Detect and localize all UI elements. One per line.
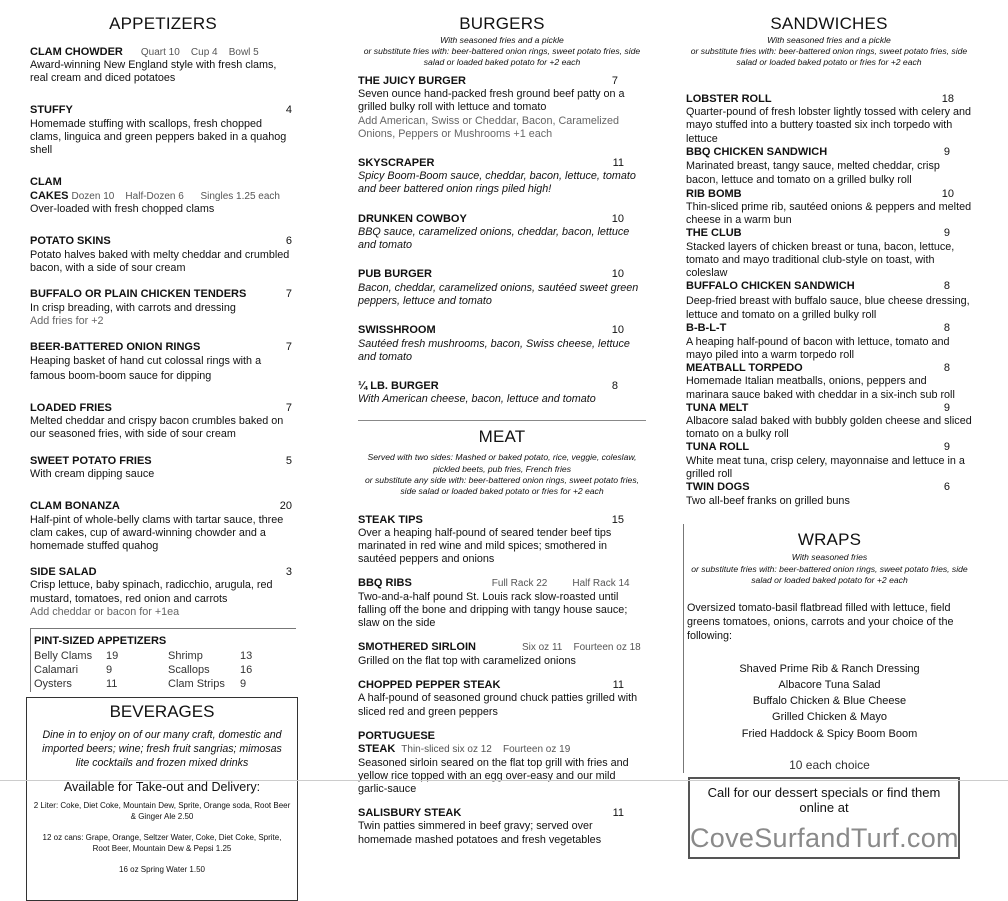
wraps-subtitle-2: or substitute fries with: beer-battered onion rings, sweet potato fries, side salad or loaded baked potato for +2 each — [691, 563, 968, 586]
item-name: CHOPPED PEPPER STEAK — [358, 678, 501, 691]
item-desc: Half-pint of whole-belly clams with tartar sauce, three clam cakes, cup of award-winning chowder and a homemade stuffed quahog — [30, 513, 284, 552]
item-price: 8 — [611, 379, 618, 392]
item-price: 6 — [943, 481, 950, 494]
item-name: POTATO SKINS — [30, 235, 111, 248]
middle-column — [358, 0, 646, 858]
sandwich-item — [686, 481, 972, 508]
item-price: 9 — [943, 401, 950, 414]
item-price: 10 — [611, 212, 624, 225]
sandwiches-subtitle: With seasoned fries and a pickle — [767, 34, 891, 45]
item-desc: Deep-fried breast with buffalo sauce, blue cheese dressing, lettuce and tomato on a grilled bulky roll — [686, 294, 970, 321]
item-desc: Heaping basket of hand cut colossal rings with a famous boom-boom sauce for dipping — [30, 355, 262, 382]
item-desc: Melted cheddar and crispy bacon crumbles baked on our seasoned fries, with side of sour cream — [30, 415, 284, 441]
item-price: 7 — [285, 288, 292, 301]
sandwich-item — [686, 146, 972, 188]
pint-price: 16 — [240, 664, 253, 677]
item-name: SKYSCRAPER — [358, 156, 435, 169]
item-price: 20 — [279, 500, 292, 513]
wraps-price: 10 each choice — [789, 757, 870, 772]
item-name: ¼ LB. BURGER — [358, 379, 439, 392]
item-desc: A heaping half-pound of bacon with lettuce, tomato and mayo piled into a warm torpedo roll — [686, 335, 950, 361]
item-price: 5 — [285, 454, 292, 467]
appetizer-item — [30, 402, 296, 442]
meat-item — [358, 577, 646, 630]
item-desc: Over-loaded with fresh chopped clams — [30, 203, 215, 216]
sandwich-item — [686, 441, 972, 481]
item-name: CLAM CAKES — [30, 176, 69, 202]
item-desc: Stacked layers of chicken breast or tuna, bacon, lettuce, tomato and mayo traditional club-style on toast, with coleslaw — [686, 240, 955, 280]
meat-item — [358, 514, 646, 567]
beverages-title: BEVERAGES — [109, 701, 215, 721]
pint-row — [168, 650, 296, 664]
item-desc: With American cheese, bacon, lettuce and tomato — [358, 393, 596, 406]
wraps-section — [683, 524, 972, 773]
wraps-options — [687, 661, 972, 742]
pint-sized-title: PINT-SIZED APPETIZERS — [34, 634, 167, 647]
item-desc: Thin-sliced prime rib, sautéed onions & peppers and melted cheese in a warm bun — [686, 201, 972, 227]
wraps-title: WRAPS — [797, 529, 862, 549]
sandwiches-subtitle-2: or substitute fries with: beer-battered onion rings, sweet potato fries, side salad or loaded baked potato or fries for +2 each — [690, 46, 968, 68]
item-desc: Two-and-a-half pound St. Louis rack slow-roasted until falling off the bone and dripping with tangy house sauce; slaw on the side — [358, 590, 628, 630]
item-name: SIDE SALAD — [30, 566, 97, 579]
item-price: 8 — [943, 322, 950, 335]
item-desc: Sautéed fresh mushrooms, bacon, Swiss cheese, lettuce and tomato — [358, 337, 630, 363]
item-name: STEAK TIPS — [358, 513, 423, 526]
item-name: BEER-BATTERED ONION RINGS — [30, 340, 201, 353]
item-desc: Seasoned sirloin seared on the flat top grill with fries and yellow rice topped with an egg over-easy and our mild garlic-sauce — [358, 756, 629, 795]
pint-name: Shrimp — [168, 650, 203, 663]
pint-name: Belly Clams — [34, 650, 93, 663]
burger-item — [358, 380, 646, 407]
item-name: CLAM BONANZA — [30, 500, 120, 513]
beverages-cans: 12 oz cans: Grape, Orange, Seltzer Water, Coke, Diet Coke, Sprite, Root Beer, Mountain Dew & Pepsi 1.25 — [42, 832, 282, 853]
appetizer-item — [30, 455, 296, 482]
item-name: SWEET POTATO FRIES — [30, 454, 152, 467]
item-name: TUNA MELT — [686, 401, 749, 414]
pint-price: 19 — [106, 650, 119, 663]
pint-price: 11 — [106, 678, 118, 691]
item-price: 3 — [285, 566, 292, 579]
beverages-box — [26, 697, 298, 901]
footer-line: Call for our dessert specials or find them online at — [707, 784, 941, 816]
meat-item — [358, 679, 646, 719]
meat-item — [358, 730, 646, 796]
item-desc: Two all-beef franks on grilled buns — [686, 494, 850, 507]
item-price: 10 — [941, 187, 954, 200]
meat-item — [358, 807, 646, 847]
item-name: BBQ RIBS — [358, 577, 412, 590]
item-price: 8 — [943, 361, 950, 374]
sandwich-item — [686, 322, 972, 362]
pint-name: Oysters — [34, 678, 72, 691]
item-name: BBQ CHICKEN SANDWICH — [686, 145, 828, 158]
item-price: 9 — [943, 441, 950, 454]
pint-price: 13 — [240, 650, 253, 663]
item-name: TUNA ROLL — [686, 441, 750, 454]
item-desc: Crisp lettuce, baby spinach, radicchio, arugula, red mustard, tomatoes, red onion and carrots — [30, 579, 273, 605]
item-desc: A half-pound of seasoned ground chuck patties grilled with sliced red and green peppers — [358, 692, 638, 718]
appetizer-item — [30, 235, 296, 275]
burgers-subtitle-2: or substitute fries with: beer-battered onion rings, sweet potato fries, side salad or loaded baked potato for +2 each — [363, 46, 641, 68]
meat-subtitle-2: or substitute any side with: beer-battered onion rings, sweet potato fries, side salad or loaded baked potato or fries for +2 each — [364, 474, 640, 497]
item-price: 15 — [611, 513, 624, 526]
sandwich-item — [686, 280, 972, 322]
item-note: Add cheddar or bacon for +1ea — [30, 605, 180, 618]
pint-row — [34, 650, 162, 664]
item-name: B-B-L-T — [686, 322, 727, 335]
footer-callout — [688, 777, 960, 859]
pint-row — [34, 664, 162, 678]
item-price: 7 — [285, 340, 292, 353]
item-sizes: Dozen 10 Half-Dozen 6 Singles 1.25 each — [71, 190, 280, 202]
item-name: LOBSTER ROLL — [686, 92, 772, 105]
item-price: 7 — [285, 401, 292, 414]
meat-title: MEAT — [478, 427, 526, 447]
appetizer-item — [30, 104, 296, 157]
item-desc: Homemade Italian meatballs, onions, peppers and marinara sauce baked with cheddar in a six-inch sub roll — [686, 375, 955, 401]
appetizer-item — [30, 566, 296, 619]
item-name: TWIN DOGS — [686, 481, 750, 494]
item-desc: Quarter-pound of fresh lobster lightly tossed with celery and mayo stuffed into a buttery toasted six inch torpedo with lettuce — [686, 106, 972, 145]
pint-sized-grid — [34, 650, 296, 692]
pint-right-list — [168, 650, 296, 692]
burger-item — [358, 75, 646, 141]
item-desc: Marinated breast, tangy sauce, melted cheddar, crisp bacon, lettuce and tomato on a grilled bulky roll — [686, 160, 940, 187]
item-price: 9 — [943, 227, 950, 240]
item-sizes: Six oz 11 Fourteen oz 18 — [521, 642, 641, 654]
item-note: Add fries for +2 — [30, 314, 104, 327]
sandwich-item — [686, 93, 972, 146]
burger-item — [358, 157, 646, 197]
item-desc: BBQ sauce, caramelized onions, cheddar, bacon, lettuce and tomato — [358, 226, 630, 252]
pint-price: 9 — [240, 678, 247, 691]
pint-row — [168, 664, 296, 678]
pint-price: 9 — [106, 664, 113, 677]
item-desc: Albacore salad baked with bubbly golden cheese and sliced tomato on a bulky roll — [686, 415, 972, 441]
wrap-option: Fried Haddock & Spicy Boom Boom — [741, 727, 918, 740]
meat-subtitle: Served with two sides: Mashed or baked potato, rice, veggie, coleslaw, pickled beets, pub fries, French fries — [367, 452, 637, 474]
burger-item — [358, 268, 646, 308]
wraps-subtitle: With seasoned fries — [791, 552, 868, 563]
item-desc: With cream dipping sauce — [30, 467, 155, 480]
burgers-subtitle: With seasoned fries and a pickle — [440, 34, 564, 45]
item-price: 10 — [611, 324, 624, 337]
pint-sized-appetizers — [30, 628, 296, 692]
sandwich-item — [686, 188, 972, 228]
burgers-title: BURGERS — [459, 14, 545, 33]
item-name: THE CLUB — [686, 227, 742, 240]
pint-name: Clam Strips — [168, 678, 225, 691]
beverages-water: 16 oz Spring Water 1.50 — [119, 864, 205, 874]
item-sizes: Full Rack 22 Half Rack 14 — [491, 578, 630, 590]
item-name: SWISSHROOM — [358, 324, 436, 337]
sandwiches-title: SANDWICHES — [770, 14, 888, 33]
item-price: 11 — [612, 807, 624, 820]
item-desc: White meat tuna, crisp celery, mayonnaise and lettuce in a grilled roll — [686, 454, 965, 480]
item-desc: Over a heaping half-pound of seared tender beef tips marinated in red wine and mild spices; smothered in sautéed peppers and onions — [358, 526, 612, 566]
item-price: 8 — [943, 280, 950, 293]
item-price: 6 — [285, 235, 292, 248]
left-column — [30, 0, 296, 901]
item-desc: In crisp breading, with carrots and dressing — [30, 301, 236, 314]
item-desc: Award-winning New England style with fresh clams, real cream and diced potatoes — [30, 59, 277, 85]
item-price: 10 — [611, 268, 624, 281]
appetizer-item — [30, 46, 296, 86]
appetizer-item — [30, 341, 296, 383]
wraps-intro: Oversized tomato-basil flatbread filled with lettuce, field greens tomatoes, onions, carrots and your choice of the following: — [687, 601, 954, 642]
burger-item — [358, 324, 646, 364]
item-price: 11 — [612, 156, 624, 169]
section-divider — [358, 420, 646, 421]
item-name: LOADED FRIES — [30, 401, 112, 414]
item-name: PUB BURGER — [358, 268, 432, 281]
beverages-available: Available for Take-out and Delivery: — [63, 779, 261, 794]
item-desc: Homemade stuffing with scallops, fresh chopped clams, linguica and green peppers baked in a quahog shell — [30, 117, 287, 157]
bottom-divider — [0, 780, 1008, 781]
item-price: 18 — [941, 92, 954, 105]
beverages-intro: Dine in to enjoy on of our many craft, domestic and imported beers; wine; fresh fruit sangrias; mimosas lite cocktails and frozen mixed drinks — [42, 728, 282, 769]
item-name: DRUNKEN COWBOY — [358, 212, 467, 225]
item-desc: Seven ounce hand-packed fresh ground beef patty on a grilled bulky roll with lettuce and tomato — [358, 88, 625, 114]
item-price: 7 — [611, 74, 618, 87]
item-name: SMOTHERED SIRLOIN — [358, 641, 476, 654]
item-name: PORTUGUESE STEAK — [358, 729, 436, 756]
item-desc: Bacon, cheddar, caramelized onions, sautéed sweet green peppers, lettuce and tomato — [358, 281, 639, 307]
meat-item — [358, 641, 646, 668]
pint-name: Scallops — [168, 664, 210, 677]
appetizer-item — [30, 288, 296, 328]
sandwich-item — [686, 227, 972, 280]
pint-row — [34, 678, 162, 692]
sandwich-item — [686, 362, 972, 402]
website-link[interactable]: CoveSurfandTurf.com — [690, 823, 959, 854]
item-price: 11 — [612, 678, 624, 691]
item-desc: Grilled on the flat top with caramelized onions — [358, 654, 576, 667]
item-name: BUFFALO OR PLAIN CHICKEN TENDERS — [30, 288, 247, 301]
item-desc: Potato halves baked with melty cheddar and crumbled bacon, with a side of sour cream — [30, 248, 290, 274]
pint-row — [168, 678, 296, 692]
item-desc: Twin patties simmered in beef gravy; served over homemade mashed potatoes and fresh vegetables — [358, 820, 602, 846]
item-desc: Spicy Boom-Boom sauce, cheddar, bacon, lettuce, tomato and beer battered onion rings piled high! — [358, 170, 636, 196]
wrap-option: Grilled Chicken & Mayo — [772, 711, 887, 724]
item-name: STUFFY — [30, 104, 73, 117]
wrap-option: Albacore Tuna Salad — [778, 678, 881, 691]
item-name: RIB BOMB — [686, 187, 742, 200]
appetizer-item — [30, 176, 296, 216]
item-name: THE JUICY BURGER — [358, 74, 466, 87]
wrap-option: Shaved Prime Rib & Ranch Dressing — [739, 662, 920, 675]
item-name: SALISBURY STEAK — [358, 807, 462, 820]
sandwich-item — [686, 402, 972, 442]
pint-name: Calamari — [34, 664, 79, 677]
item-sizes: Thin-sliced six oz 12 Fourteen oz 19 — [401, 744, 571, 756]
item-note: Add American, Swiss or Cheddar, Bacon, Caramelized Onions, Peppers or Mushrooms +1 each — [358, 114, 620, 140]
item-name: MEATBALL TORPEDO — [686, 361, 803, 374]
appetizer-item — [30, 500, 296, 553]
beverages-liter: 2 Liter: Coke, Diet Coke, Mountain Dew, Sprite, Orange soda, Root Beer & Ginger Ale 2.50 — [33, 800, 291, 821]
item-name: CLAM CHOWDER — [30, 45, 123, 58]
item-price: 4 — [285, 104, 292, 117]
pint-left-list — [34, 650, 162, 692]
item-name: BUFFALO CHICKEN SANDWICH — [686, 280, 855, 293]
item-price: 9 — [943, 145, 950, 158]
appetizers-title: APPETIZERS — [109, 14, 217, 33]
wrap-option: Buffalo Chicken & Blue Cheese — [752, 695, 907, 708]
right-column — [686, 0, 972, 859]
burger-item — [358, 213, 646, 253]
item-sizes: Quart 10 Cup 4 Bowl 5 — [140, 46, 259, 58]
